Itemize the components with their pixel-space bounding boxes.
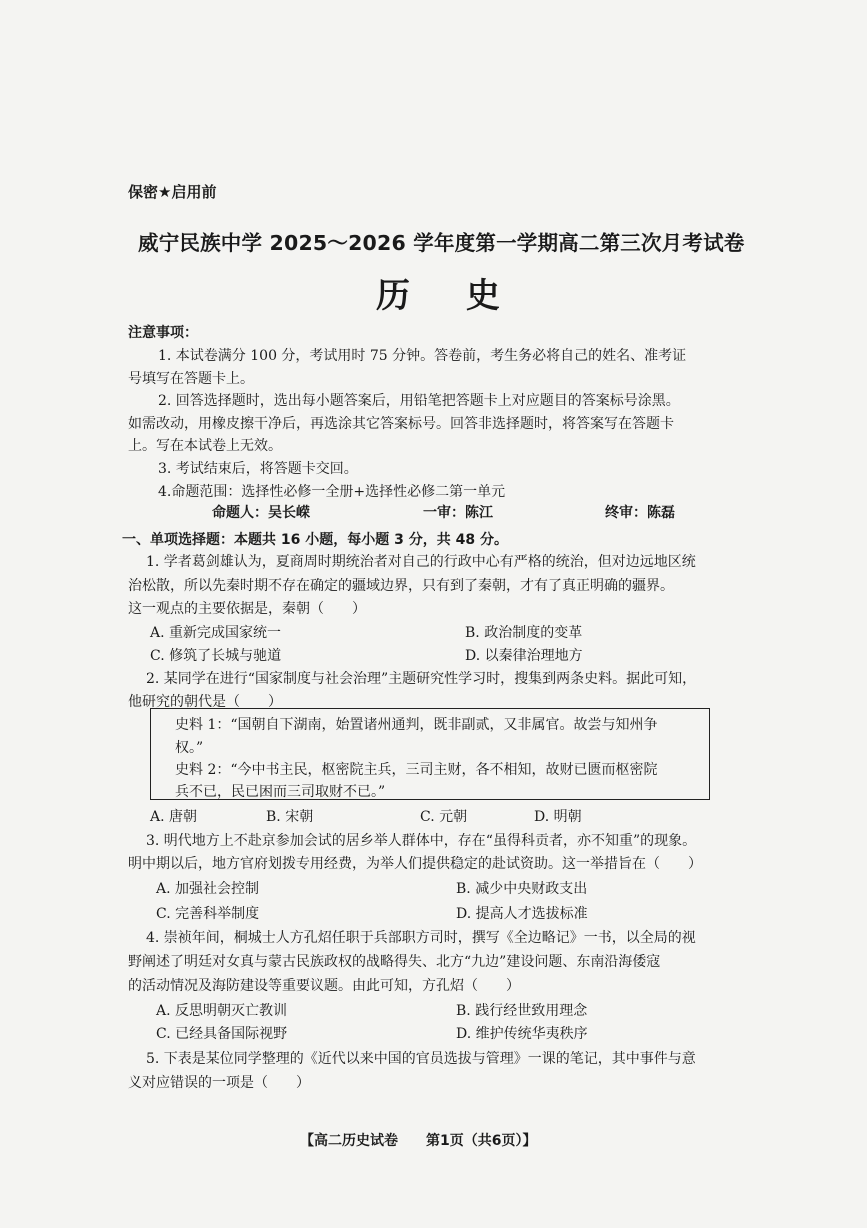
- question-1-line: 这一观点的主要依据是，秦朝（ ）: [128, 601, 366, 617]
- q3-option-c: C. 完善科举制度: [156, 906, 260, 922]
- q4-option-c: C. 已经具备国际视野: [156, 1026, 288, 1042]
- subject-title: 历 史: [376, 276, 522, 316]
- question-2-line: 2. 某同学在进行“国家制度与社会治理”主题研究性学习时，搜集到两条史料。据此可知，: [146, 671, 697, 687]
- source-line: 兵不已，民已困而三司取财不已。”: [175, 784, 386, 800]
- q2-option-a: A. 唐朝: [150, 809, 198, 825]
- question-1-line: 治松散，所以先秦时期不存在确定的疆域边界，只有到了秦朝，才有了真正明确的疆界。: [128, 578, 674, 594]
- section-heading: 一、单项选择题：本题共 16 小题，每小题 3 分，共 48 分。: [122, 532, 508, 548]
- notice-line: 上。写在本试卷上无效。: [128, 438, 282, 454]
- question-4-line: 野阐述了明廷对女真与蒙古民族政权的战略得失、北方“九边”建设问题、东南沿海倭寇: [128, 954, 661, 970]
- q1-option-c: C. 修筑了长城与驰道: [150, 648, 282, 664]
- q1-option-a: A. 重新完成国家统一: [150, 625, 282, 641]
- q4-option-d: D. 维护传统华夷秩序: [456, 1026, 588, 1042]
- question-4-line: 的活动情况及海防建设等重要议题。由此可知，方孔炤（ ）: [128, 978, 520, 994]
- q3-option-b: B. 减少中央财政支出: [456, 881, 588, 897]
- question-5-line: 义对应错误的一项是（ ）: [128, 1075, 310, 1091]
- confidential-mark: 保密★启用前: [128, 183, 217, 201]
- footer-page-number: 第1页（共6页）】: [426, 1133, 537, 1149]
- q2-option-d: D. 明朝: [534, 809, 582, 825]
- notice-line: 1. 本试卷满分 100 分，考试用时 75 分钟。答卷前，考生务必将自己的姓名、准考证: [158, 348, 687, 364]
- q1-option-b: B. 政治制度的变革: [465, 625, 583, 641]
- q4-option-b: B. 践行经世致用理念: [456, 1003, 588, 1019]
- question-4-line: 4. 崇祯年间，桐城士人方孔炤任职于兵部职方司时，撰写《全边略记》一书，以全局的视: [146, 930, 696, 946]
- q2-option-b: B. 宋朝: [266, 809, 314, 825]
- notice-line: 3. 考试结束后，将答题卡交回。: [158, 461, 358, 477]
- q2-option-c: C. 元朝: [420, 809, 468, 825]
- source-line: 史料 1：“国朝自下湖南，始置诸州通判，既非副贰，又非属官。故尝与知州争: [175, 717, 658, 733]
- footer-exam-name: 【高二历史试卷: [300, 1133, 398, 1149]
- exam-title: 威宁民族中学 2025～2026 学年度第一学期高二第三次月考试卷: [138, 231, 745, 255]
- question-2-line: 他研究的朝代是（ ）: [128, 694, 282, 710]
- q3-option-a: A. 加强社会控制: [156, 881, 260, 897]
- notice-line: 号填写在答题卡上。: [128, 371, 254, 387]
- q4-option-a: A. 反思明朝灭亡教训: [156, 1003, 288, 1019]
- question-5-line: 5. 下表是某位同学整理的《近代以来中国的官员选拔与管理》一课的笔记，其中事件与意: [146, 1051, 696, 1067]
- source-line: 史料 2：“今中书主民，枢密院主兵，三司主财，各不相知，故财已匮而枢密院: [175, 762, 658, 778]
- question-3-line: 明中期以后，地方官府划拨专用经费，为举人们提供稳定的赴试资助。这一举措旨在（ ）: [128, 856, 702, 872]
- notice-line: 2. 回答选择题时，选出每小题答案后，用铅笔把答题卡上对应题目的答案标号涂黑。: [158, 393, 680, 409]
- notice-line: 4.命题范围：选择性必修一全册+选择性必修二第一单元: [158, 484, 506, 500]
- q1-option-d: D. 以秦律治理地方: [465, 648, 583, 664]
- first-reviewer: 一审：陈江: [423, 505, 493, 521]
- notice-heading: 注意事项：: [128, 325, 198, 341]
- question-3-line: 3. 明代地方上不赴京参加会试的居乡举人群体中，存在“虽得科贡者，亦不知重”的现象。: [146, 833, 697, 849]
- question-1-line: 1. 学者葛剑雄认为，夏商周时期统治者对自己的行政中心有严格的统治，但对边远地区统: [146, 554, 696, 570]
- final-reviewer: 终审：陈磊: [605, 505, 675, 521]
- source-line: 权。”: [175, 740, 204, 756]
- q3-option-d: D. 提高人才选拔标准: [456, 906, 588, 922]
- notice-line: 如需改动，用橡皮擦干净后，再选涂其它答案标号。回答非选择题时，将答案写在答题卡: [128, 416, 674, 432]
- author-name: 命题人：吴长嵘: [212, 505, 310, 521]
